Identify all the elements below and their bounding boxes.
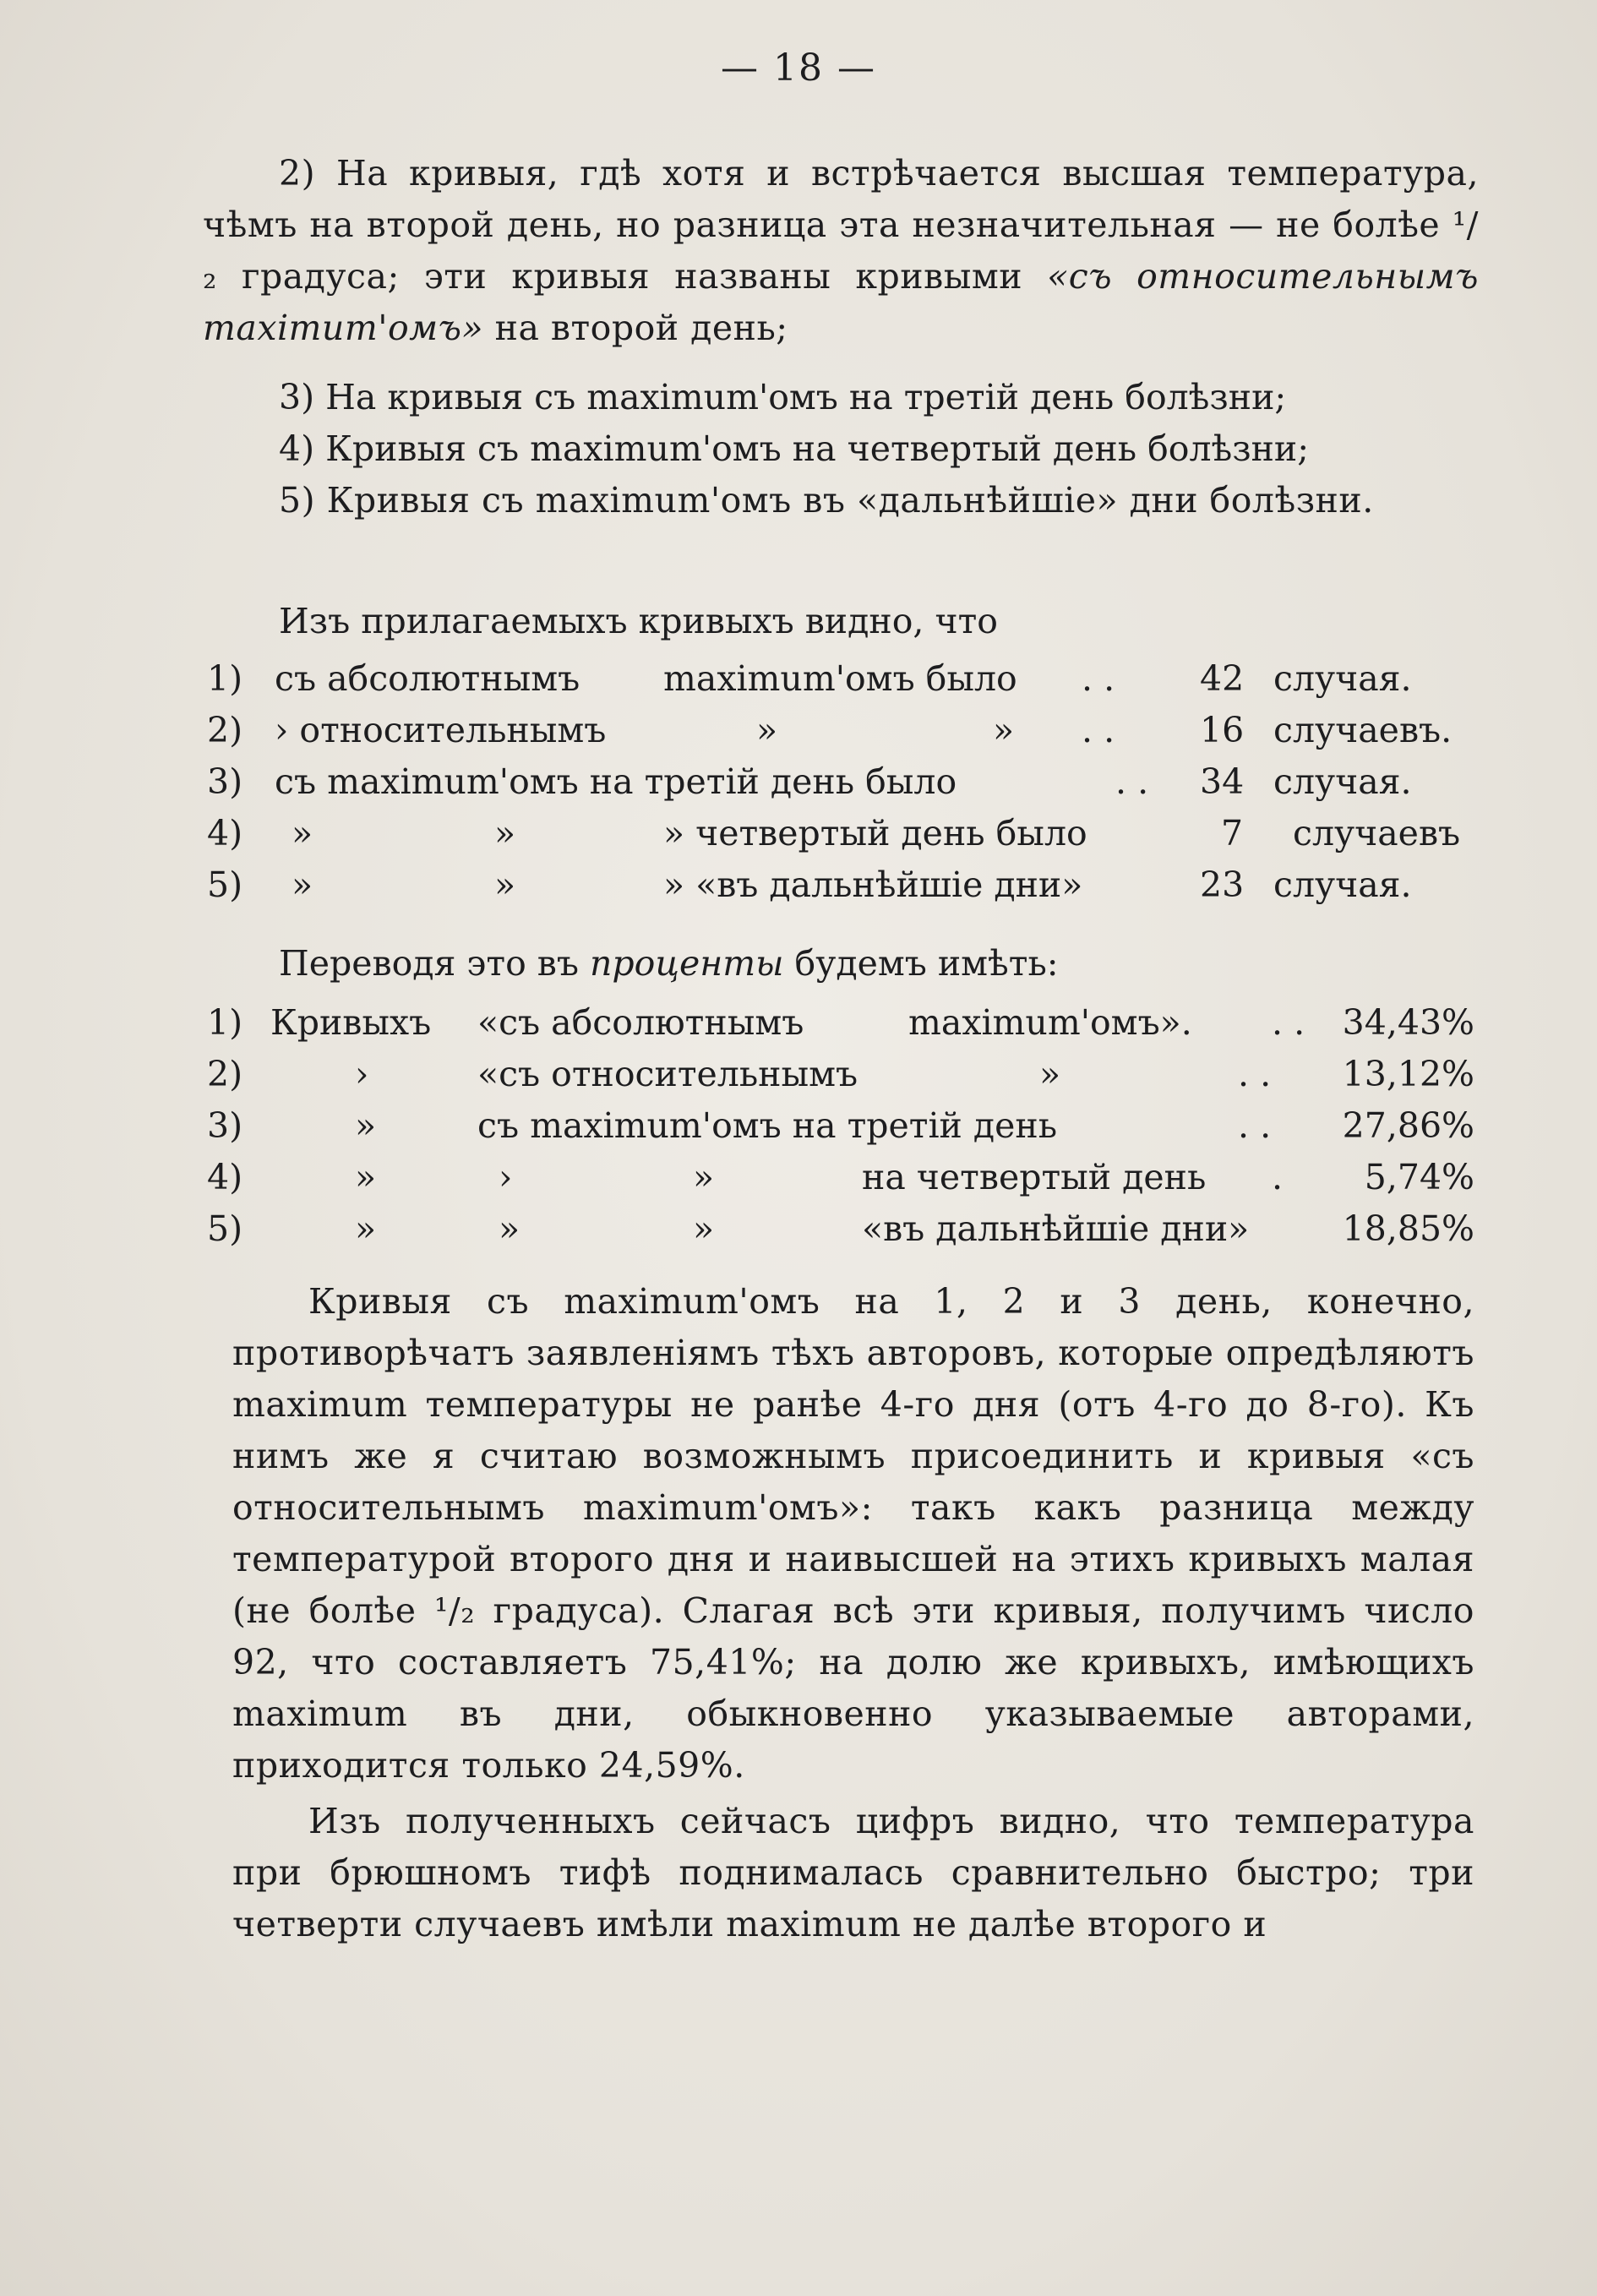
percent-row-label-b: съ maximum'омъ на третій день	[477, 1105, 1058, 1146]
count-row	[207, 705, 1474, 756]
percent-row-value: 34,43%	[1342, 1002, 1474, 1043]
paragraph-2: Изъ полученныхъ сейчасъ цифръ видно, что температура при брюшномъ тифѣ поднималась сравнительно быстро; три четверти случаевъ имѣли maximum не далѣе второго и	[232, 1801, 1474, 1944]
percent-row-label: ›	[355, 1054, 369, 1094]
percent-row-number: 2)	[207, 1054, 243, 1094]
percent-row-label-b: «съ абсолютнымъ	[477, 1002, 804, 1043]
count-row	[207, 756, 1474, 808]
counts-intro-block	[203, 596, 1479, 647]
percent-row-label-c: »	[1039, 1054, 1061, 1094]
percent-list	[207, 997, 1474, 1255]
count-row-number: 4)	[207, 813, 243, 854]
percent-row-label-b: »	[499, 1208, 521, 1249]
count-row-value: 7	[1221, 813, 1244, 854]
percent-intro-block	[203, 938, 1479, 990]
count-row-label: съ абсолютнымъ	[275, 658, 580, 699]
intro-item-2-part-c: на второй день;	[483, 308, 788, 348]
intro-item-2-italic: «съ относительнымъ maximum'омъ»	[203, 256, 1479, 348]
percent-intro	[203, 938, 1479, 990]
percent-row-value: 27,86%	[1342, 1105, 1474, 1146]
counts-intro: Изъ прилагаемыхъ кривыхъ видно, что	[279, 601, 998, 641]
percent-row-label-b: ›	[499, 1157, 513, 1197]
count-row-number: 3)	[207, 761, 243, 802]
counts-list	[207, 653, 1474, 911]
count-row-label-b: »	[494, 813, 516, 854]
percent-row-dots: . .	[1238, 1105, 1272, 1146]
percent-row-number: 5)	[207, 1208, 243, 1249]
count-row-label: › относительнымъ	[275, 710, 607, 750]
percent-row-number: 4)	[207, 1157, 243, 1197]
count-row	[207, 653, 1474, 705]
intro-items-3-5	[203, 372, 1479, 526]
count-row-dots: . .	[1082, 710, 1115, 750]
intro-item-4: 4) Кривыя съ maximum'омъ на четвертый день болѣзни;	[279, 428, 1310, 469]
count-row-label: »	[292, 864, 313, 905]
count-row	[207, 859, 1474, 911]
paragraph-1-block	[232, 1276, 1474, 1792]
percent-row-dots: .	[1272, 1157, 1284, 1197]
percent-row-label-d: на четвертый день	[862, 1157, 1207, 1197]
page-number: — 18 —	[721, 46, 876, 90]
percent-row-value: 5,74%	[1364, 1157, 1474, 1197]
fraction-half: ¹/₂	[203, 205, 1479, 297]
percent-intro-b: будемъ имѣть:	[783, 943, 1059, 984]
percent-row-label-c: »	[693, 1157, 715, 1197]
percent-intro-a: Переводя это въ	[279, 943, 590, 984]
fraction-half: ¹/₂	[433, 1590, 476, 1631]
count-row	[207, 808, 1474, 859]
percent-row	[207, 1100, 1474, 1152]
percent-row-label: »	[355, 1157, 377, 1197]
count-row-unit: случая.	[1273, 658, 1412, 699]
count-row-unit: случаевъ.	[1273, 710, 1453, 750]
percent-row-dots: . .	[1272, 1002, 1305, 1043]
intro-item-5: 5) Кривыя съ maximum'омъ въ «дальнѣйшіе» дни болѣзни.	[279, 480, 1374, 521]
count-row-dots: . .	[1082, 658, 1115, 699]
percent-row-number: 1)	[207, 1002, 243, 1043]
percent-row-value: 18,85%	[1342, 1208, 1474, 1249]
count-row-number: 1)	[207, 658, 243, 699]
percent-row-label: »	[355, 1208, 377, 1249]
count-row-label-b: »	[494, 864, 516, 905]
intro-item-2-text	[203, 148, 1479, 354]
count-row-label-c: » четвертый день было	[663, 813, 1087, 854]
percent-row-label-b: «съ относительнымъ	[477, 1054, 858, 1094]
percent-row	[207, 1203, 1474, 1255]
count-row-number: 5)	[207, 864, 243, 905]
intro-item-2-part-b: градуса; эти кривыя названы кривыми	[216, 256, 1048, 297]
percent-row-value: 13,12%	[1342, 1054, 1474, 1094]
count-row-number: 2)	[207, 710, 243, 750]
count-row-label-b: maximum'омъ было	[663, 658, 1017, 699]
percent-row-label: Кривыхъ	[270, 1002, 432, 1043]
count-row-value: 23	[1200, 864, 1245, 905]
percent-intro-italic: проценты	[590, 943, 784, 984]
percent-row-label-c: maximum'омъ».	[908, 1002, 1192, 1043]
percent-row	[207, 997, 1474, 1049]
count-row-label: »	[292, 813, 313, 854]
paragraph-1-part-b: градуса). Слагая всѣ эти кривыя, получимъ число 92, что составляетъ 75,41%; на долю же кривыхъ, имѣющихъ maximum въ дни, обыкновенно указываемые авторами, приходится только 24,59%.	[232, 1590, 1474, 1786]
count-row-value: 34	[1200, 761, 1245, 802]
percent-row-number: 3)	[207, 1105, 243, 1146]
count-row-label-b: »	[756, 710, 778, 750]
percent-row-label-d: «въ дальнѣйшіе дни»	[862, 1208, 1250, 1249]
percent-row	[207, 1049, 1474, 1100]
count-row-label-c: » «въ дальнѣйшіе дни»	[663, 864, 1083, 905]
count-row-label-c: »	[993, 710, 1015, 750]
percent-row	[207, 1152, 1474, 1203]
intro-item-2	[203, 148, 1479, 354]
count-row-unit: случая.	[1273, 864, 1412, 905]
count-row-value: 16	[1200, 710, 1245, 750]
percent-row-label: »	[355, 1105, 377, 1146]
count-row-label: съ maximum'омъ на третій день было	[275, 761, 957, 802]
percent-row-label-c: »	[693, 1208, 715, 1249]
intro-item-2-part-a: 2) На кривыя, гдѣ хотя и встрѣчается высшая температура, чѣмъ на второй день, но разница эта незначительная — не болѣе	[203, 153, 1479, 245]
paragraph-1	[232, 1276, 1474, 1792]
count-row-unit: случая.	[1273, 761, 1412, 802]
count-row-unit: случаевъ	[1293, 813, 1461, 854]
paragraph-1-part-a: Кривыя съ maximum'омъ на 1, 2 и 3 день, конечно, противорѣчатъ заявленіямъ тѣхъ авторовъ, которые опредѣляютъ maximum температуры не ранѣе 4-го дня (отъ 4-го до 8-го). Къ нимъ же я считаю возможнымъ присоединить и кривыя «съ относительнымъ maximum'омъ»: такъ какъ разница между температурой второго дня и наивысшей на этихъ кривыхъ малая (не болѣе	[232, 1281, 1474, 1631]
intro-item-3: 3) На кривыя съ maximum'омъ на третій день болѣзни;	[279, 377, 1287, 417]
count-row-dots: . .	[1115, 761, 1149, 802]
percent-row-dots: . .	[1238, 1054, 1272, 1094]
paragraph-2-block	[232, 1796, 1474, 1950]
count-row-value: 42	[1200, 658, 1245, 699]
